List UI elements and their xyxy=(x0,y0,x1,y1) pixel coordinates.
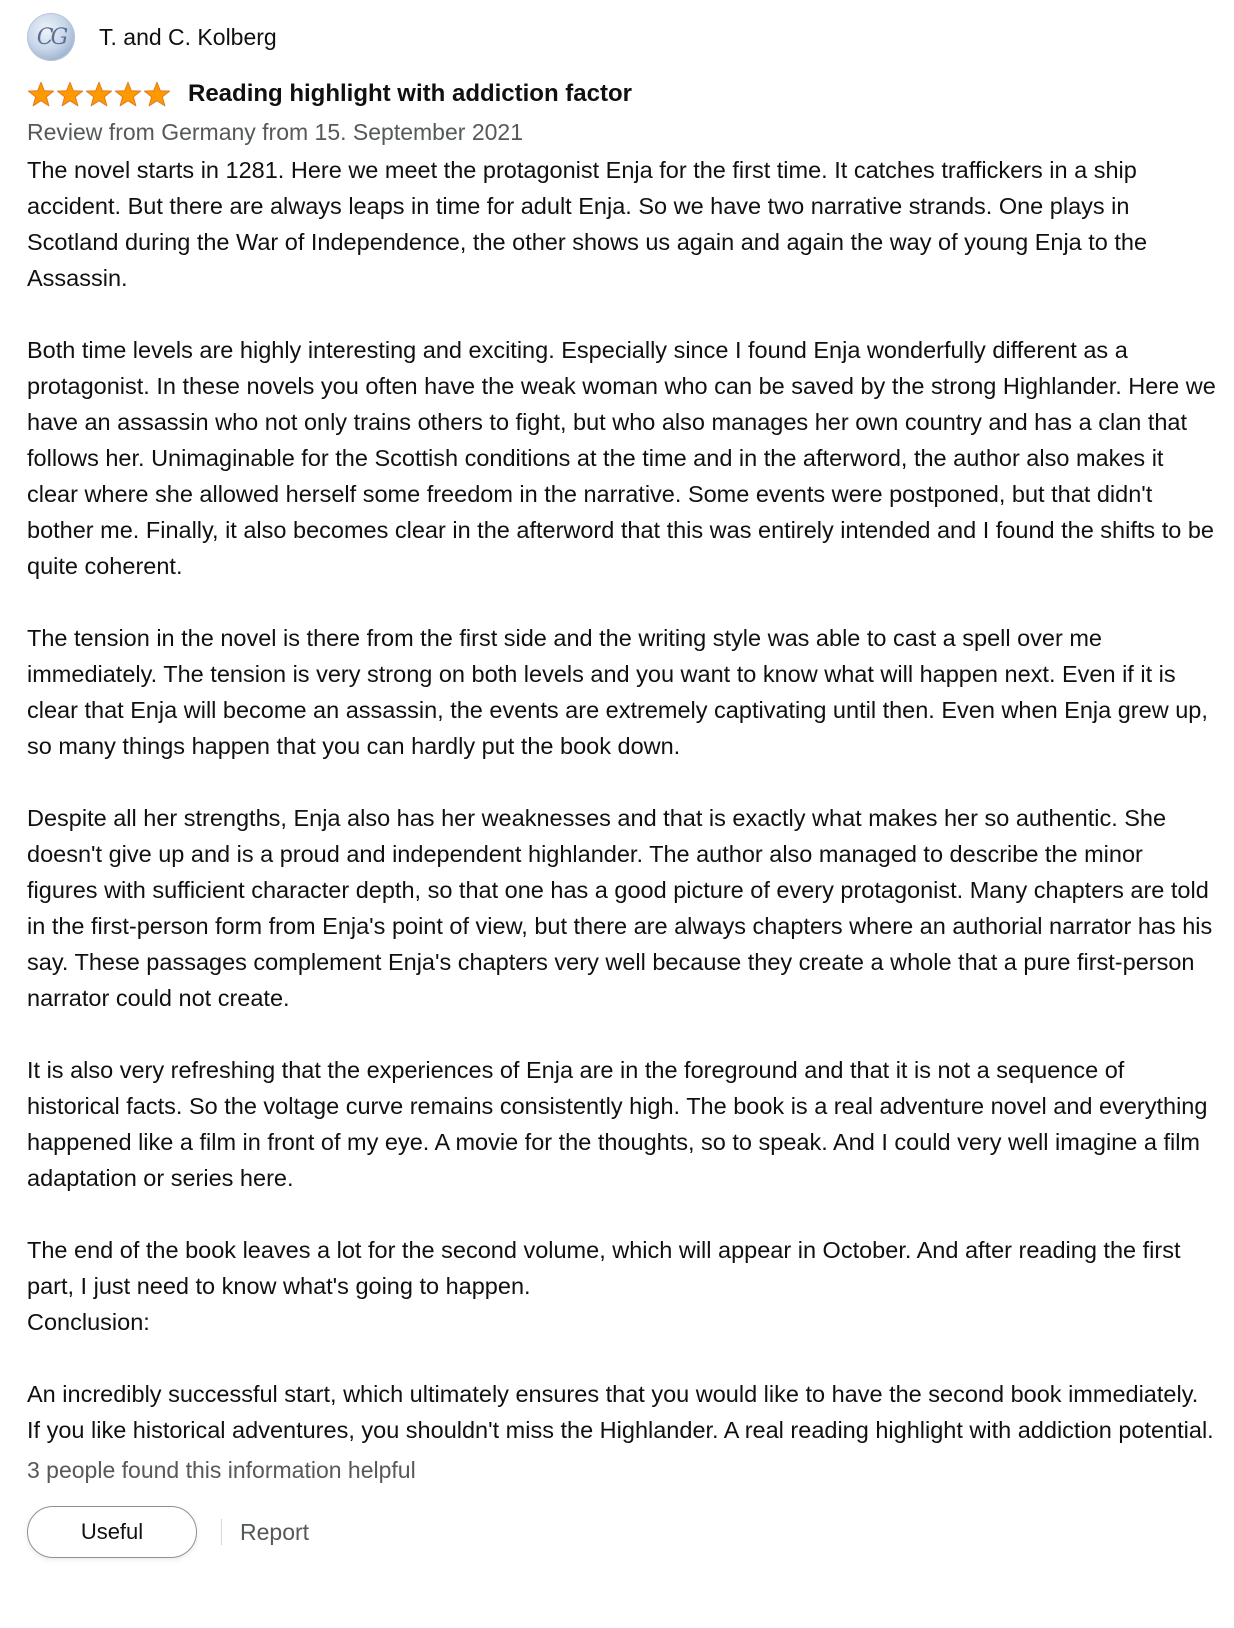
review-paragraph: Despite all her strengths, Enja also has her weaknesses and that is exactly what makes her so authentic. She doesn't give up and is a proud and independent highlander. The author also managed to describe the minor figures with sufficient character depth, so that one has a good picture of every protagonist. Many chapters are told in the first-person form from Enja's point of view, but there are always chapters where an authorial narrator has his say. These passages complement Enja's chapters very well because they create a whole that a pure first-person narrator could not create. xyxy=(27,805,1213,1011)
review-paragraph: It is also very refreshing that the experiences of Enja are in the foreground and that it is not a sequence of historical facts. So the voltage curve remains consistently high. The book is a real adventure novel and everything happened like a film in front of my eye. A movie for the thoughts, so to speak. And I could very well imagine a film adaptation or series here. xyxy=(27,1057,1208,1191)
review-paragraph: The end of the book leaves a lot for the second volume, which will appear in October. And after reading the first part, I just need to know what's going to happen. xyxy=(27,1237,1181,1299)
review-card xyxy=(27,12,1217,1558)
report-link[interactable]: Report xyxy=(240,1518,310,1545)
review-paragraph: Both time levels are highly interesting and exciting. Especially since I found Enja wonderfully different as a protagonist. In these novels you often have the weak woman who can be saved by the strong Highlander. Here we have an assassin who not only trains others to fight, but who also manages her own country and has a clan that follows her. Unimaginable for the Scottish conditions at the time and in the afterword, the author also makes it clear where she allowed herself some freedom in the narrative. Some events were postponed, but that didn't bother me. Finally, it also becomes clear in the afterword that this was entirely intended and I found the shifts to be quite coherent. xyxy=(27,337,1216,579)
review-actions xyxy=(27,1506,1217,1558)
star-icon xyxy=(56,81,84,108)
reviewer-profile xyxy=(27,12,1217,62)
review-paragraph: An incredibly successful start, which ultimately ensures that you would like to have the second book immediately. If you like historical adventures, you shouldn't miss the Highlander. A real reading highlight with addiction potential. xyxy=(27,1381,1214,1443)
review-title[interactable]: Reading highlight with addiction factor xyxy=(188,80,632,107)
review-conclusion-heading: Conclusion: xyxy=(27,1309,150,1335)
review-title-row xyxy=(27,76,1217,112)
star-icon xyxy=(85,81,113,108)
reviewer-name[interactable]: T. and C. Kolberg xyxy=(99,23,277,50)
review-paragraph: The tension in the novel is there from the first side and the writing style was able to cast a spell over me immediately. The tension is very strong on both levels and you want to know what will happen next. Even if it is clear that Enja will become an assassin, the events are extremely captivating until then. Even when Enja grew up, so many things happen that you can hardly put the book down. xyxy=(27,625,1208,759)
star-rating xyxy=(27,81,172,108)
helpful-count: 3 people found this information helpful xyxy=(27,1457,416,1483)
review-paragraph: The novel starts in 1281. Here we meet the protagonist Enja for the first time. It catches traffickers in a ship accident. But there are always leaps in time for adult Enja. So we have two narrative strands. One plays in Scotland during the War of Independence, the other shows us again and again the way of young Enja to the Assassin. xyxy=(27,157,1148,291)
review-date: Review from Germany from 15. September 2021 xyxy=(27,119,523,145)
useful-button[interactable]: Useful xyxy=(27,1506,197,1558)
star-icon xyxy=(27,81,55,108)
avatar-monogram: CG xyxy=(36,24,66,50)
star-icon xyxy=(143,81,171,108)
monogram-avatar-icon[interactable] xyxy=(27,13,75,61)
action-divider xyxy=(221,1519,222,1545)
review-body xyxy=(27,152,1217,1448)
star-icon xyxy=(114,81,142,108)
